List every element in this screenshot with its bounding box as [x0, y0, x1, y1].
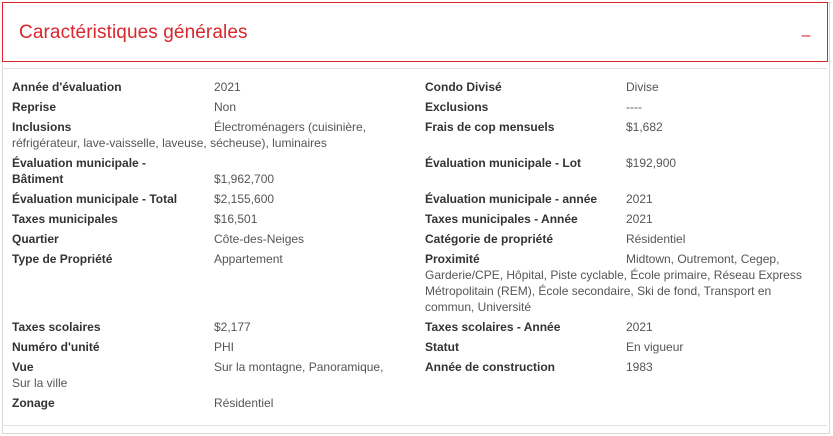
label-taxes-scolaires: Taxes scolaires — [12, 320, 101, 334]
value-taxes-scolaires: $2,177 — [214, 320, 251, 334]
label-categorie: Catégorie de propriété — [425, 232, 554, 246]
value-proximite-line4: commun, Université — [425, 300, 532, 314]
value-exclusions: ---- — [626, 100, 642, 114]
label-numero-unite: Numéro d'unité — [12, 340, 100, 354]
value-proximite-line2: Garderie/CPE, Hôpital, Piste cyclable, École primaire, Réseau Express — [425, 268, 802, 282]
value-zonage: Résidentiel — [214, 396, 274, 410]
label-eval-total: Évaluation municipale - Total — [12, 192, 178, 206]
value-quartier: Côte-des-Neiges — [214, 232, 305, 246]
label-reprise: Reprise — [12, 100, 57, 114]
value-type-propriete: Appartement — [214, 252, 283, 266]
value-statut: En vigueur — [626, 340, 684, 354]
label-zonage: Zonage — [12, 396, 55, 410]
label-taxes-scol-annee: Taxes scolaires - Année — [425, 320, 561, 334]
label-inclusions: Inclusions — [12, 120, 72, 134]
label-exclusions: Exclusions — [425, 100, 489, 114]
label-frais-cop: Frais de cop mensuels — [425, 120, 555, 134]
label-annee-construction: Année de construction — [425, 360, 556, 374]
label-eval-batiment-line1: Évaluation municipale - — [12, 156, 147, 170]
label-condo-divise: Condo Divisé — [425, 80, 502, 94]
value-condo-divise: Divise — [626, 80, 659, 94]
label-vue: Vue — [12, 360, 34, 374]
value-proximite-line1: Midtown, Outremont, Cegep, — [626, 252, 780, 266]
label-taxes-mun-annee: Taxes municipales - Année — [425, 212, 578, 226]
section-header[interactable] — [2, 2, 828, 62]
value-categorie: Résidentiel — [626, 232, 686, 246]
value-taxes-mun-annee: 2021 — [626, 212, 653, 226]
label-statut: Statut — [425, 340, 459, 354]
value-inclusions-line1: Électroménagers (cuisinière, — [214, 120, 367, 134]
value-eval-annee: 2021 — [626, 192, 653, 206]
value-taxes-municipales: $16,501 — [214, 212, 258, 226]
label-proximite: Proximité — [425, 252, 480, 266]
label-eval-batiment-line2: Bâtiment — [12, 172, 64, 186]
label-eval-annee: Évaluation municipale - année — [425, 192, 598, 206]
value-reprise: Non — [214, 100, 237, 114]
collapse-icon[interactable]: – — [801, 27, 811, 44]
value-frais-cop: $1,682 — [626, 120, 663, 134]
value-taxes-scol-annee: 2021 — [626, 320, 653, 334]
label-eval-lot: Évaluation municipale - Lot — [425, 156, 582, 170]
value-proximite-line3: Métropolitain (REM), École secondaire, Ski de fond, Transport en — [425, 284, 772, 298]
value-eval-batiment: $1,962,700 — [214, 172, 275, 186]
label-type-propriete: Type de Propriété — [12, 252, 113, 266]
header-divider — [3, 68, 827, 69]
value-inclusions-line2: réfrigérateur, lave-vaisselle, laveuse, sécheuse), luminaires — [12, 136, 327, 150]
value-eval-total: $2,155,600 — [214, 192, 275, 206]
value-annee-construction: 1983 — [626, 360, 653, 374]
value-numero-unite: PHI — [214, 340, 235, 354]
label-taxes-municipales: Taxes municipales — [12, 212, 118, 226]
value-annee-evaluation: 2021 — [214, 80, 241, 94]
value-vue-line1: Sur la montagne, Panoramique, — [214, 360, 384, 374]
value-vue-line2: Sur la ville — [12, 376, 68, 390]
characteristics-panel — [2, 2, 830, 434]
bottom-divider — [3, 425, 827, 426]
value-eval-lot: $192,900 — [626, 156, 677, 170]
label-annee-evaluation: Année d'évaluation — [12, 80, 122, 94]
section-title: Caractéristiques générales — [19, 22, 248, 43]
label-quartier: Quartier — [12, 232, 59, 246]
